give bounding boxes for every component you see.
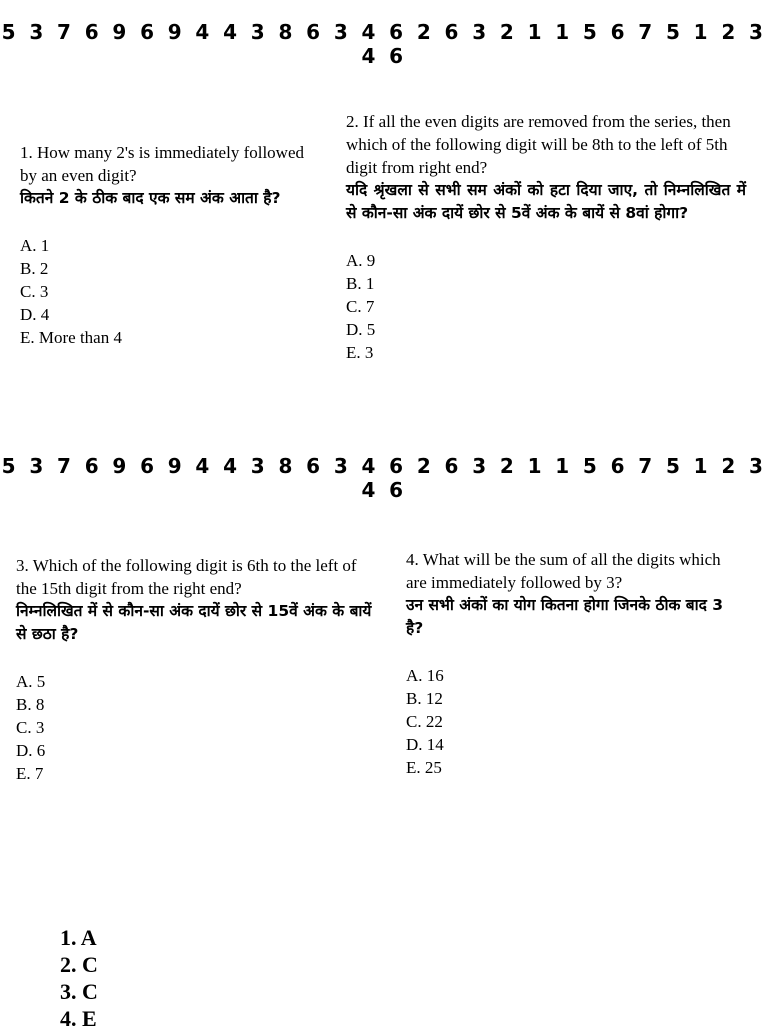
- option-a: A. 5: [16, 672, 46, 691]
- digit-series-middle: 5 3 7 6 9 6 9 4 4 3 8 6 3 4 6 2 6 3 2 1 1 5 6 7 5 1 2 3 4 6: [1, 454, 767, 502]
- answer-3: 3. C: [60, 979, 98, 1004]
- option-e: E. More than 4: [20, 328, 122, 347]
- question-4-text: 4. What will be the sum of all the digits which are immediately followed by 3?: [406, 550, 721, 592]
- option-d: D. 6: [16, 741, 46, 760]
- option-d: D. 4: [20, 305, 50, 324]
- question-1: [20, 141, 320, 349]
- question-3: [16, 554, 378, 785]
- option-c: C. 22: [406, 712, 443, 731]
- option-c: C. 7: [346, 297, 375, 316]
- answer-1: 1. A: [60, 925, 97, 950]
- option-e: E. 25: [406, 758, 442, 777]
- option-e: E. 7: [16, 764, 44, 783]
- question-1-text-hindi: कितने 2 के ठीक बाद एक सम अंक आता है?: [20, 189, 281, 207]
- option-b: B. 8: [16, 695, 45, 714]
- question-2: [346, 110, 746, 364]
- option-a: A. 1: [20, 236, 50, 255]
- option-a: A. 16: [406, 666, 444, 685]
- option-b: B. 12: [406, 689, 443, 708]
- option-d: D. 14: [406, 735, 444, 754]
- question-4: [406, 548, 736, 779]
- option-d: D. 5: [346, 320, 376, 339]
- option-b: B. 2: [20, 259, 49, 278]
- answer-2: 2. C: [60, 952, 98, 977]
- answer-4: 4. E: [60, 1006, 97, 1031]
- option-a: A. 9: [346, 251, 376, 270]
- question-3-text-hindi: निम्नलिखित में से कौन-सा अंक दायें छोर से 15वें अंक के बायें से छठा है?: [16, 602, 372, 643]
- question-2-text-hindi: यदि श्रृंखला से सभी सम अंकों को हटा दिया जाए, तो निम्नलिखित में से कौन-सा अंक दायें छोर से 5वें अंक के बायें से 8वां होगा?: [346, 181, 746, 222]
- question-1-options: [20, 234, 320, 349]
- option-b: B. 1: [346, 274, 375, 293]
- option-e: E. 3: [346, 343, 374, 362]
- digit-series-top: 5 3 7 6 9 6 9 4 4 3 8 6 3 4 6 2 6 3 2 1 1 5 6 7 5 1 2 3 4 6: [1, 20, 767, 68]
- question-2-options: [346, 249, 746, 364]
- answer-key: [60, 924, 98, 1032]
- option-c: C. 3: [16, 718, 45, 737]
- question-1-text: 1. How many 2's is immediately followed by an even digit?: [20, 143, 304, 185]
- question-3-options: [16, 670, 378, 785]
- question-2-text: 2. If all the even digits are removed from the series, then which of the following digit will be 8th to the left of 5th digit from right end?: [346, 112, 731, 177]
- option-c: C. 3: [20, 282, 49, 301]
- question-4-text-hindi: उन सभी अंकों का योग कितना होगा जिनके ठीक बाद 3 है?: [406, 596, 724, 637]
- question-4-options: [406, 664, 736, 779]
- question-3-text: 3. Which of the following digit is 6th to the left of the 15th digit from the right end?: [16, 556, 357, 598]
